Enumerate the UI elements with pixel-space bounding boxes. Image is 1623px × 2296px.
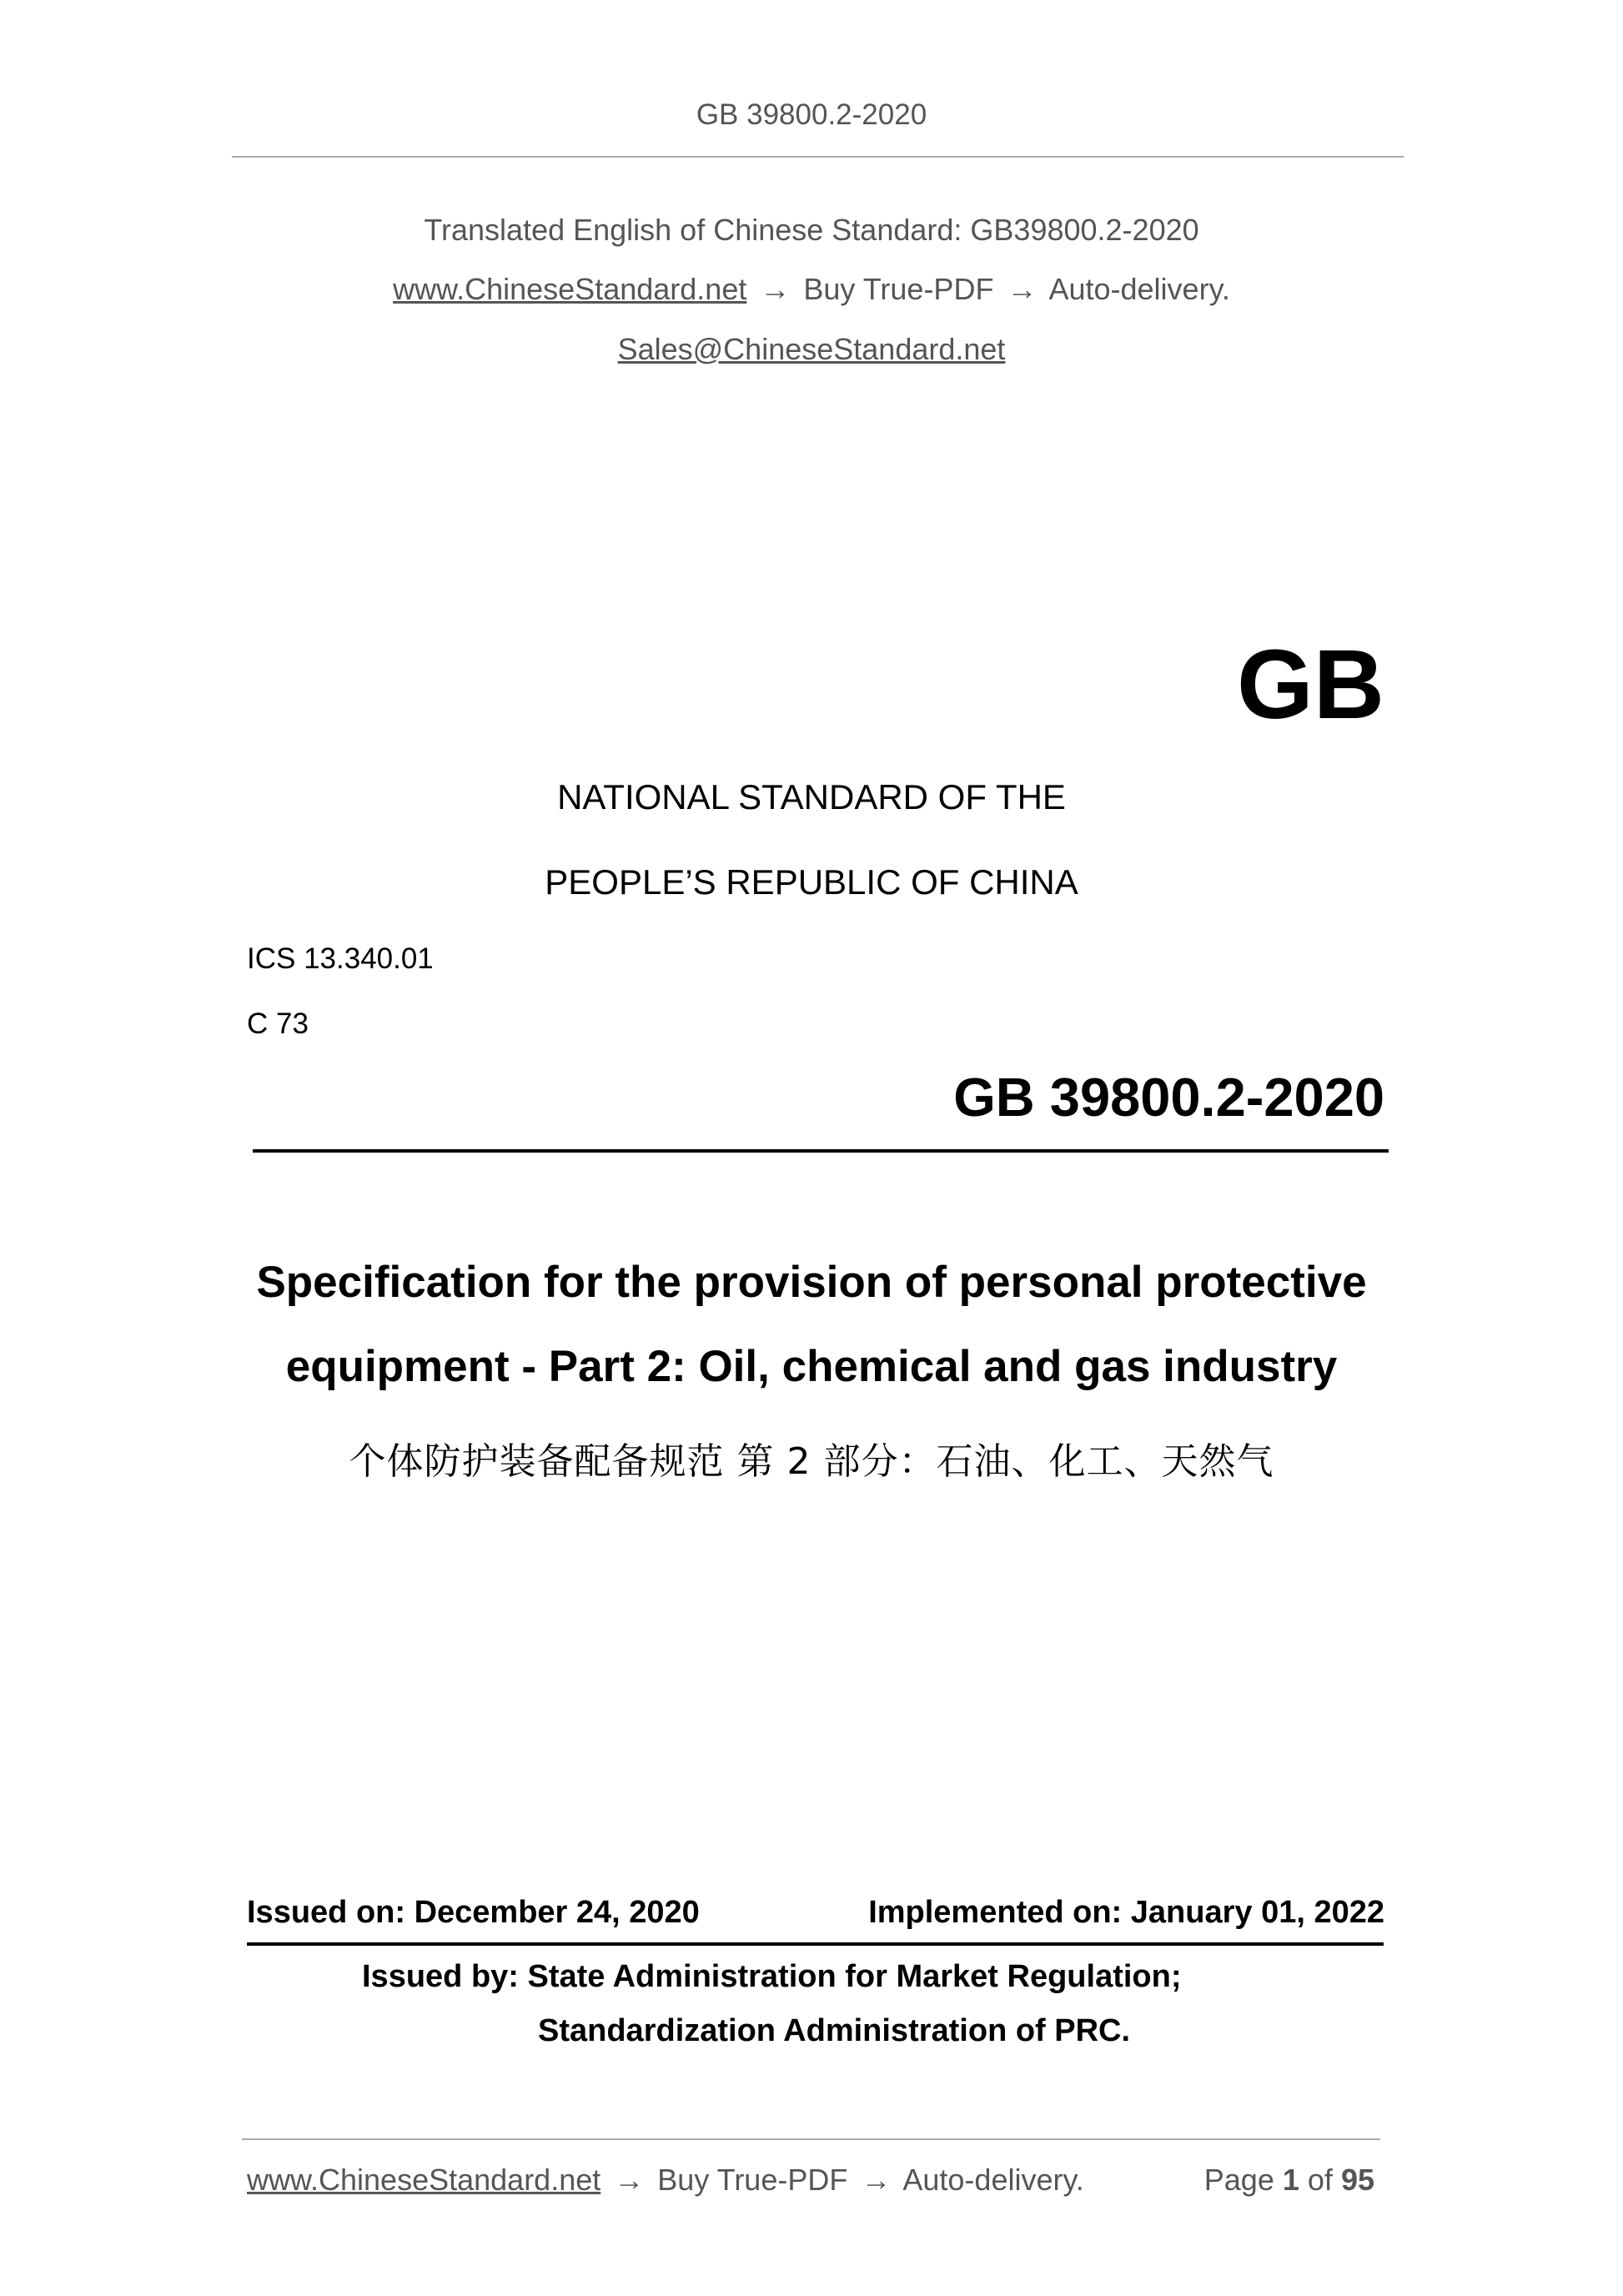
footer-promo-line	[247, 2163, 1084, 2198]
issued-on-date: Issued on: December 24, 2020	[247, 1895, 700, 1930]
page-of-label: of	[1307, 2163, 1333, 2197]
national-standard-heading-1: NATIONAL STANDARD OF THE	[557, 777, 1066, 816]
website-link[interactable]: www.ChineseStandard.net	[393, 272, 747, 306]
english-title-line-2: equipment - Part 2: Oil, chemical and gas industry	[285, 1342, 1338, 1391]
footer-delivery-text: Auto-delivery.	[902, 2163, 1084, 2197]
chinese-title: 个体防护装备配备规范 第 2 部分：石油、化工、天然气	[349, 1440, 1274, 1483]
arrow-right-icon: →	[760, 272, 791, 306]
arrow-right-icon: →	[861, 2163, 892, 2197]
issued-by-line-2: Standardization Administration of PRC.	[538, 2013, 1131, 2048]
header-divider	[232, 156, 1404, 158]
promo-line	[0, 272, 1623, 307]
issued-by-line-1: Issued by: State Administration for Market Regulation;	[362, 1959, 1182, 1994]
arrow-right-icon: →	[1007, 272, 1038, 306]
page-indicator	[1204, 2163, 1374, 2198]
arrow-right-icon: →	[614, 2163, 645, 2197]
implemented-on-date: Implemented on: January 01, 2022	[868, 1895, 1384, 1930]
standard-number: GB 39800.2-2020	[953, 1067, 1384, 1128]
page-label: Page	[1203, 2163, 1274, 2197]
english-title-line-1: Specification for the provision of personal protective	[256, 1258, 1367, 1307]
standard-number-divider	[253, 1149, 1389, 1153]
page-current: 1	[1282, 2163, 1299, 2197]
page-total: 95	[1340, 2163, 1374, 2197]
gb-logo: GB	[1237, 630, 1384, 740]
ics-code: ICS 13.340.01	[247, 942, 434, 975]
footer-website-link[interactable]: www.ChineseStandard.net	[247, 2163, 601, 2197]
footer-divider	[242, 2138, 1380, 2140]
auto-delivery-text: Auto-delivery.	[1048, 272, 1230, 306]
national-standard-heading-2: PEOPLE’S REPUBLIC OF CHINA	[545, 862, 1078, 902]
sales-email-link[interactable]: Sales@ChineseStandard.net	[617, 332, 1006, 366]
sales-email-line	[0, 332, 1623, 367]
translated-notice: Translated English of Chinese Standard: GB39800.2-2020	[424, 213, 1199, 247]
issue-divider	[247, 1942, 1384, 1946]
running-header-title: GB 39800.2-2020	[696, 98, 927, 131]
footer-buy-text: Buy True-PDF	[657, 2163, 848, 2197]
ccs-code: C 73	[247, 1007, 309, 1040]
buy-true-pdf-text: Buy True-PDF	[803, 272, 994, 306]
